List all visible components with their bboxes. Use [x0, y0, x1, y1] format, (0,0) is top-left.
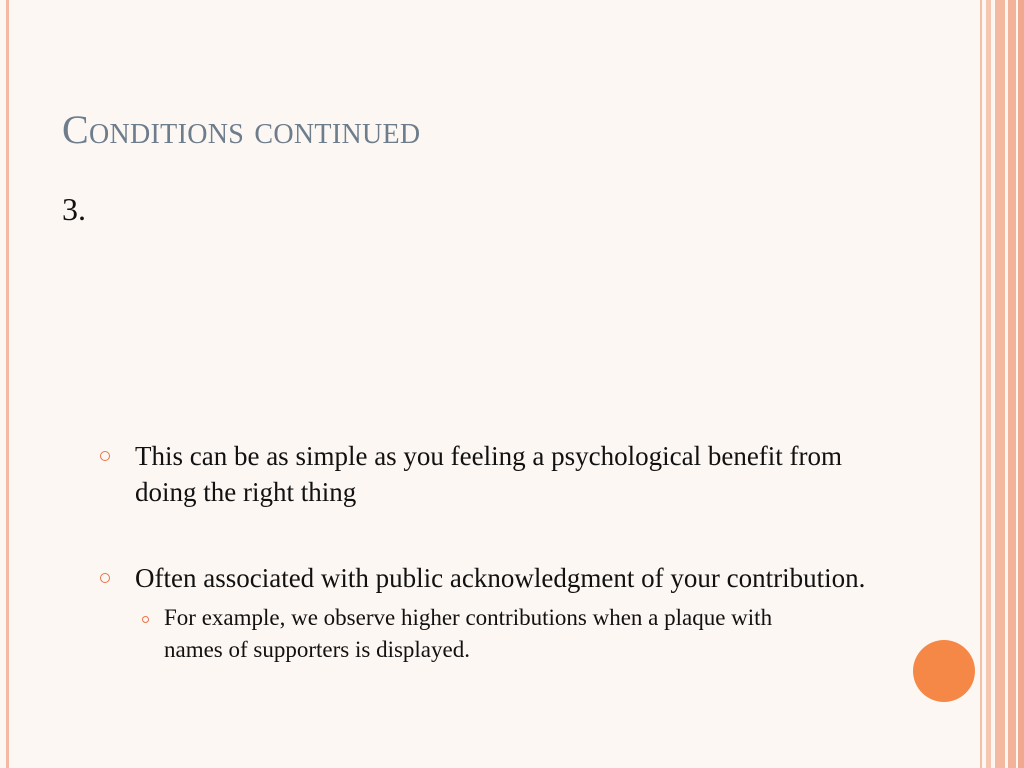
- bullet-item: [100, 560, 890, 596]
- sub-bullet-circle-icon: [142, 616, 149, 623]
- right-stripe-3: [995, 0, 1005, 768]
- right-stripe-2: [986, 0, 991, 768]
- right-stripe-5: [1018, 0, 1024, 768]
- sub-bullet-item: [135, 602, 814, 666]
- decorative-circle-icon: [913, 640, 975, 702]
- right-stripe-4: [1008, 0, 1016, 768]
- bullet-list: [100, 438, 890, 666]
- bullet-text: This can be as simple as you feeling a psychological benefit from doing the right thing: [135, 441, 843, 507]
- bullet-item: [100, 438, 890, 510]
- bullet-circle-icon: [100, 573, 110, 583]
- right-stripe-1: [980, 0, 982, 768]
- bullet-text: Often associated with public acknowledgment of your contribution.: [135, 563, 866, 593]
- slide-title: Conditions continued: [62, 107, 421, 152]
- item-number: 3.: [62, 191, 86, 227]
- bullet-circle-icon: [100, 451, 110, 461]
- sub-bullet-text: For example, we observe higher contributions when a plaque with names of supporters is displayed.: [164, 605, 773, 662]
- left-border-line: [6, 0, 9, 768]
